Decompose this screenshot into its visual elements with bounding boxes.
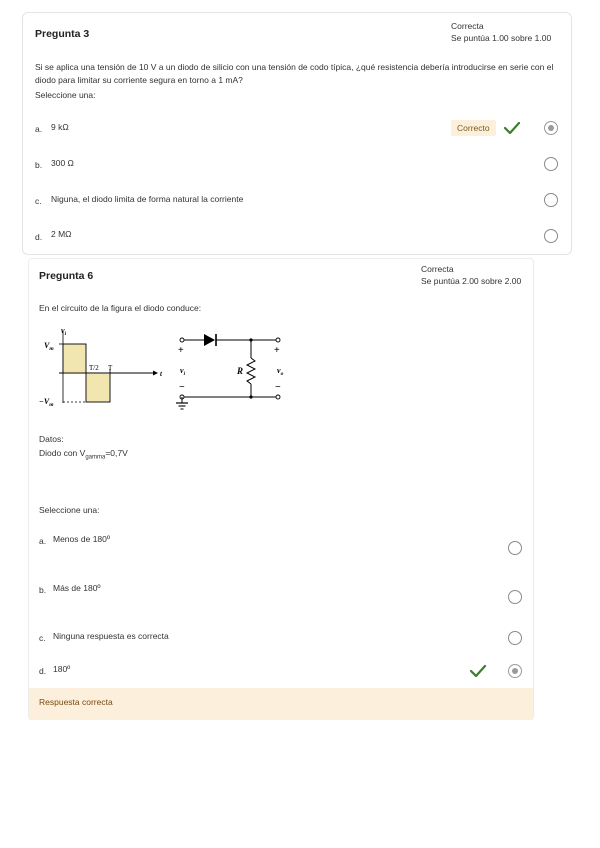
option-text[interactable]: Niguna, el diodo limita de forma natural la corriente: [51, 194, 244, 204]
vo-label: $v_o$: [277, 366, 284, 377]
data-line: Diodo con $V_{gamma}=0,7V$: [39, 448, 128, 461]
question-6-card: [28, 258, 534, 720]
correct-badge: Correcto: [451, 120, 496, 136]
option-c-radio[interactable]: [508, 631, 522, 645]
question-title: Pregunta 6: [39, 270, 94, 282]
option-text[interactable]: 300 Ω: [51, 158, 74, 168]
data-heading: Datos:: [39, 434, 64, 444]
option-c-radio[interactable]: [544, 193, 558, 207]
option-text[interactable]: 2 MΩ: [51, 229, 72, 239]
select-prompt: Seleccione una:: [39, 505, 100, 515]
option-letter: d.: [39, 666, 47, 676]
vm-label: $V_m$: [44, 341, 54, 352]
feedback-box: [29, 688, 533, 720]
question-text: En el circuito de la figura el diodo conduce:: [39, 303, 202, 313]
minus-left: −: [179, 382, 185, 393]
vi-circuit-label: $v_i$: [180, 366, 186, 377]
option-d-radio[interactable]: [544, 229, 558, 243]
option-b-radio[interactable]: [544, 157, 558, 171]
option-text[interactable]: 9 kΩ: [51, 122, 69, 132]
option-a-radio[interactable]: [508, 541, 522, 555]
minus-right: −: [275, 382, 281, 393]
select-prompt: Seleccione una:: [35, 90, 96, 100]
question-3-card: [22, 12, 572, 255]
option-letter: a.: [39, 536, 47, 546]
question-score: Se puntúa 2.00 sobre 2.00: [421, 276, 522, 286]
question-text: Si se aplica una tensión de 10 V a un diodo de silicio con una tensión de codo típica, ¿qué resistencia debería introducirse en serie con el diodo para limitar su corriente segura en torno a 1 mA?: [35, 62, 554, 85]
question-title: Pregunta 3: [35, 28, 90, 40]
plus-right: +: [274, 345, 280, 356]
circuit-figure: [39, 325, 309, 417]
option-text[interactable]: Más de 180º: [53, 583, 101, 593]
vi-label: $v_i$: [61, 326, 67, 337]
option-a-radio[interactable]: [544, 121, 558, 135]
option-text[interactable]: Menos de 180º: [53, 534, 110, 544]
neg-vm-label: $-V_m$: [39, 397, 54, 408]
resistor-label: R: [237, 366, 244, 376]
option-letter: c.: [39, 633, 46, 643]
t-half-label: T/2: [89, 364, 99, 372]
option-text[interactable]: 180º: [53, 664, 71, 674]
option-d-radio[interactable]: [508, 664, 522, 678]
question-status: Correcta: [421, 264, 454, 274]
check-icon: [469, 664, 487, 678]
plus-left: +: [178, 345, 184, 356]
t-axis-label: t: [160, 370, 162, 378]
option-letter: d.: [35, 232, 43, 242]
option-b-radio[interactable]: [508, 590, 522, 604]
option-letter: b.: [39, 585, 47, 595]
option-letter: a.: [35, 124, 43, 134]
check-icon: [503, 121, 521, 135]
feedback-text: Respuesta correcta: [39, 697, 113, 707]
option-letter: b.: [35, 160, 43, 170]
t-full-label: T: [108, 364, 113, 372]
question-status: Correcta: [451, 21, 484, 31]
option-text[interactable]: Ninguna respuesta es correcta: [53, 631, 169, 641]
option-letter: c.: [35, 196, 42, 206]
question-score: Se puntúa 1.00 sobre 1.00: [451, 33, 552, 43]
